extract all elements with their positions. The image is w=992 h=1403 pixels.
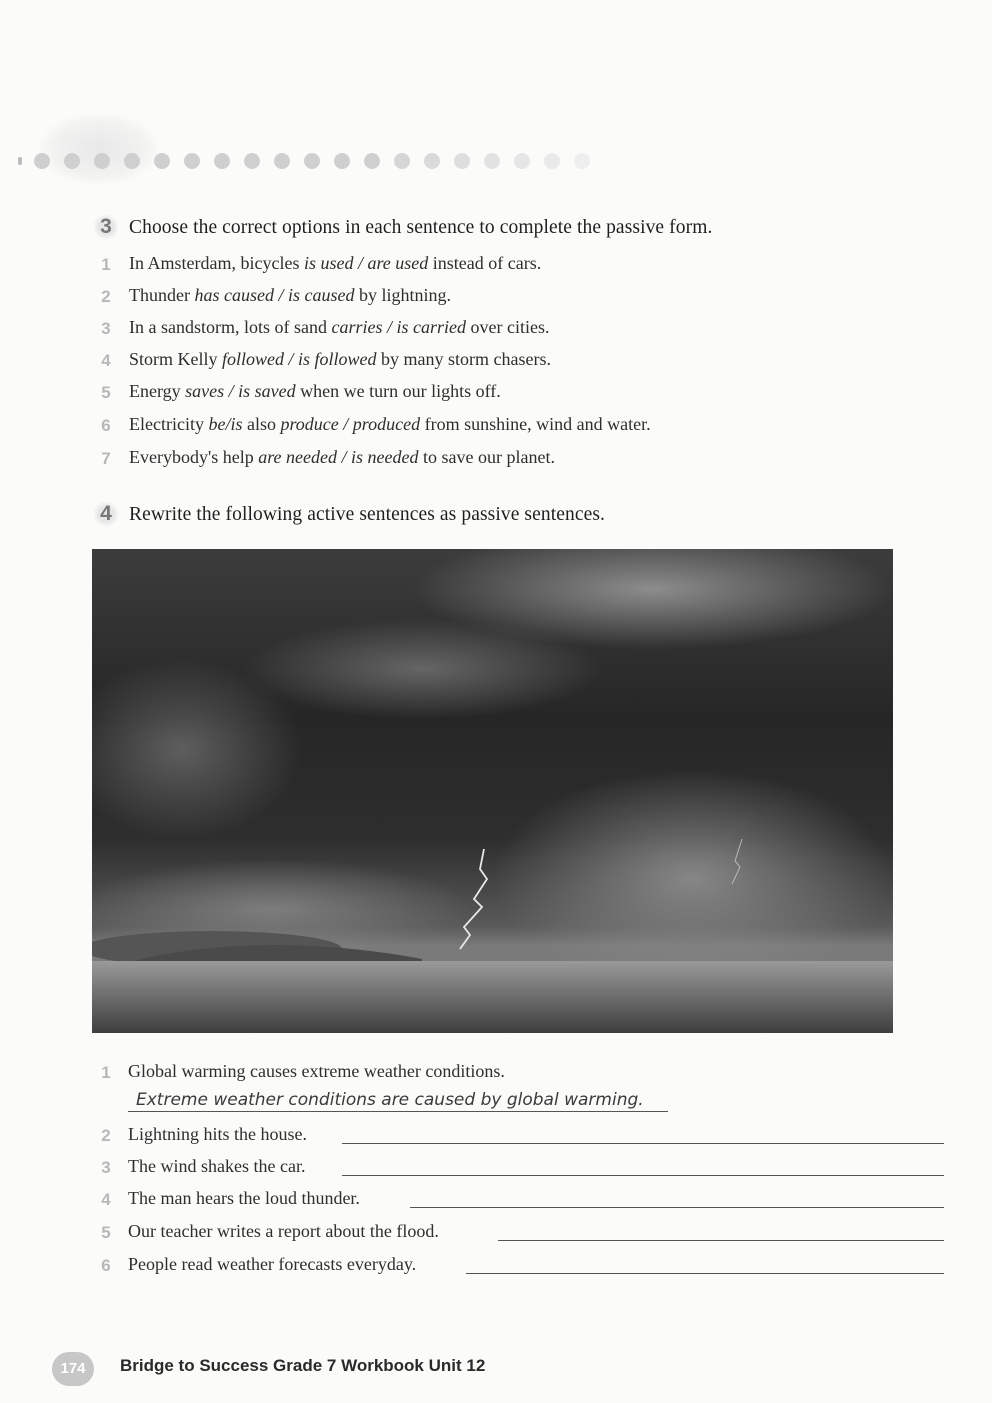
decorative-dot	[364, 153, 380, 169]
option-choice: is used / are used	[303, 253, 429, 273]
exercise-3-sentence-6: Electricity be/is also produce / produced from sunshine, wind and water.	[129, 414, 651, 434]
exercise-3-item-number: 2	[101, 287, 111, 306]
decorative-dot	[18, 157, 22, 165]
exercise-3-sentence-2: Thunder has caused / is caused by lightning.	[129, 285, 451, 305]
decorative-dot	[394, 153, 410, 169]
option-choice: be/is	[208, 414, 243, 434]
decorative-dot	[334, 153, 350, 169]
decorative-dot	[124, 153, 140, 169]
exercise-3-sentence-5: Energy saves / is saved when we turn our lights off.	[129, 381, 501, 401]
decorative-dot	[154, 153, 170, 169]
exercise-3-item-number: 4	[101, 351, 111, 370]
decorative-dot	[274, 153, 290, 169]
exercise-3-instruction: Choose the correct options in each sentence to complete the passive form.	[129, 217, 713, 238]
exercise-4-item-number: 5	[101, 1223, 111, 1242]
option-choice: carries / is carried	[331, 317, 466, 337]
option-choice: has caused / is caused	[194, 285, 355, 305]
decorative-dot	[184, 153, 200, 169]
answer-line[interactable]	[410, 1207, 944, 1208]
decorative-halo	[40, 114, 158, 184]
exercise-4-sentence-1: Global warming causes extreme weather conditions.	[128, 1061, 505, 1081]
exercise-4-item-number: 3	[101, 1158, 111, 1177]
exercise-3-sentence-3: In a sandstorm, lots of sand carries / is carried over cities.	[129, 317, 550, 337]
decorative-dot	[454, 153, 470, 169]
exercise-4-item-number: 2	[101, 1126, 111, 1145]
option-choice: produce / produced	[280, 414, 421, 434]
decorative-dot	[574, 153, 590, 169]
answer-line[interactable]	[342, 1175, 944, 1176]
decorative-dot	[214, 153, 230, 169]
storm-lightning-photo	[92, 549, 893, 1033]
answer-line[interactable]	[342, 1143, 944, 1144]
decorative-dot	[304, 153, 320, 169]
decorative-dot	[544, 153, 560, 169]
exercise-3-item-number: 1	[101, 255, 111, 274]
exercise-4-sentence-5: Our teacher writes a report about the flood.	[128, 1221, 439, 1241]
exercise-3-sentence-7: Everybody's help are needed / is needed to save our planet.	[129, 447, 555, 467]
exercise-4-item-number: 4	[101, 1190, 111, 1209]
option-choice: followed / is followed	[222, 349, 377, 369]
decorative-dot	[484, 153, 500, 169]
decorative-dot	[424, 153, 440, 169]
exercise-3-item-number: 6	[101, 416, 111, 435]
decorative-dot	[94, 153, 110, 169]
exercise-4-item-number: 6	[101, 1256, 111, 1275]
exercise-4-sentence-6: People read weather forecasts everyday.	[128, 1254, 417, 1274]
answer-line	[128, 1111, 668, 1112]
exercise-4-sentence-2: Lightning hits the house.	[128, 1124, 307, 1144]
answer-line[interactable]	[498, 1240, 944, 1241]
exercise-3-item-number: 7	[101, 449, 111, 468]
exercise-4-sentence-3: The wind shakes the car.	[128, 1156, 306, 1176]
decorative-dot	[34, 153, 50, 169]
decorative-dot	[64, 153, 80, 169]
decorative-dot-band	[18, 148, 598, 176]
footer-title: Bridge to Success Grade 7 Workbook Unit 12	[120, 1356, 486, 1375]
exercise-4-number: 4	[94, 500, 118, 528]
decorative-dot	[244, 153, 260, 169]
decorative-dot	[514, 153, 530, 169]
answer-line[interactable]	[466, 1273, 944, 1274]
page-number-badge: 174	[52, 1352, 94, 1386]
exercise-4-instruction: Rewrite the following active sentences as passive sentences.	[129, 504, 606, 525]
option-choice: saves / is saved	[185, 381, 296, 401]
example-answer: Extreme weather conditions are caused by global warming.	[136, 1090, 644, 1110]
exercise-3-sentence-4: Storm Kelly followed / is followed by many storm chasers.	[129, 349, 551, 369]
option-choice: are needed / is needed	[258, 447, 419, 467]
exercise-4-sentence-4: The man hears the loud thunder.	[128, 1188, 360, 1208]
exercise-4-item-number: 1	[101, 1063, 111, 1082]
exercise-3-item-number: 5	[101, 383, 111, 402]
exercise-3-sentence-1: In Amsterdam, bicycles is used / are used instead of cars.	[129, 253, 542, 273]
exercise-3-number: 3	[94, 213, 118, 241]
exercise-3-item-number: 3	[101, 319, 111, 338]
